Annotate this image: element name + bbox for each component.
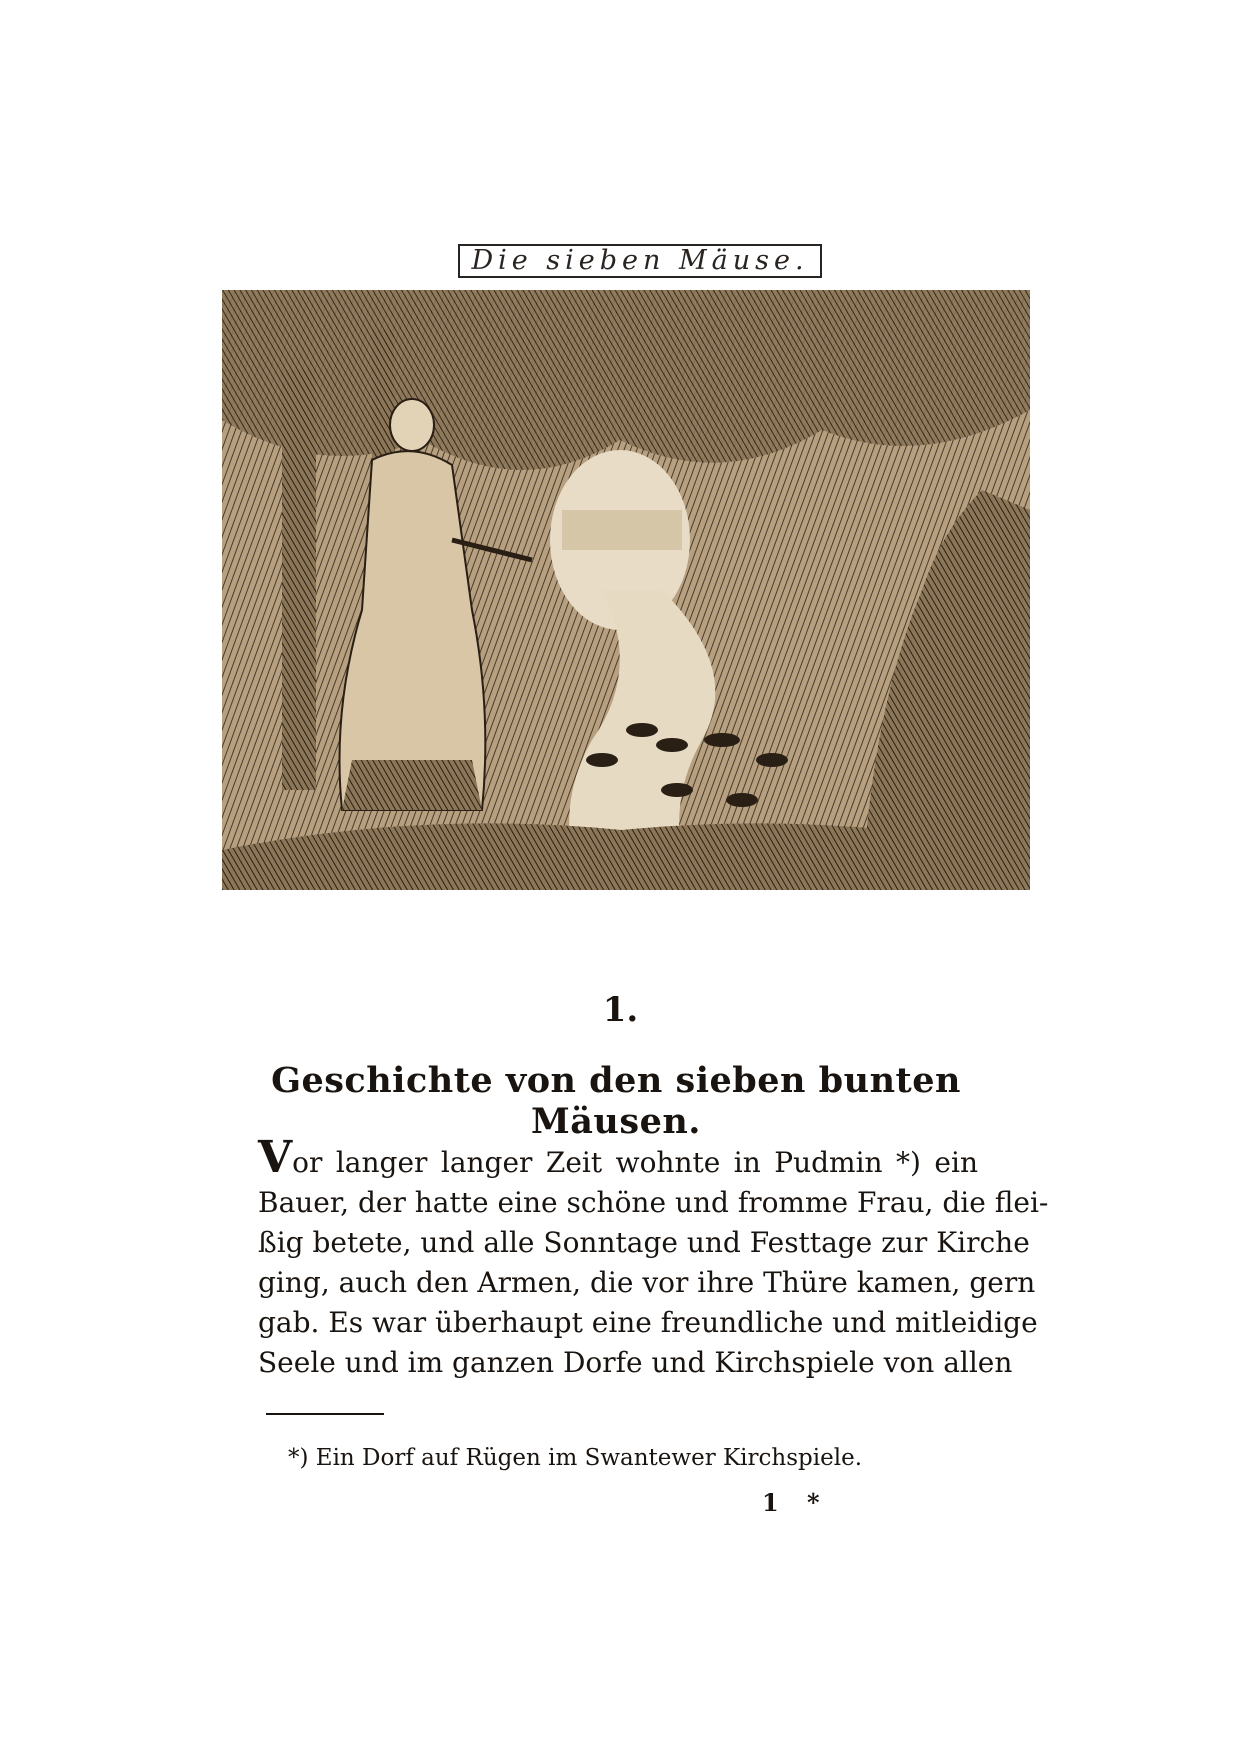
body-line: Seele und im ganzen Dorfe und Kirchspiele von allen — [258, 1346, 1013, 1379]
footnote-rule — [266, 1413, 384, 1415]
footnote: *) Ein Dorf auf Rügen im Swantewer Kirchspiele. — [288, 1445, 863, 1471]
body-line: ging, auch den Armen, die vor ihre Thüre kamen, gern — [258, 1266, 1036, 1299]
engraving-illustration — [222, 290, 1030, 890]
body-line — [258, 1132, 978, 1183]
chapter-number: 1. — [602, 990, 639, 1030]
body-text — [258, 1132, 1049, 1383]
engraving-woman-with-seven-mice-icon — [222, 290, 1030, 890]
body-line: Bauer, der hatte eine schöne und fromme Frau, die flei- — [258, 1186, 1049, 1219]
dropcap: V — [258, 1132, 293, 1183]
body-line-text: or langer langer Zeit wohnte in Pudmin *) ein — [292, 1146, 978, 1179]
chapter-title: Geschichte von den sieben bunten Mäusen. — [271, 1060, 961, 1142]
body-line: gab. Es war überhaupt eine freundliche und mitleidige — [258, 1306, 1038, 1339]
signature-mark: 1 * — [762, 1488, 830, 1517]
plate-caption: Die sieben Mäuse. — [458, 244, 822, 278]
body-line: ßig betete, und alle Sonntage und Festtage zur Kirche — [258, 1226, 1030, 1259]
